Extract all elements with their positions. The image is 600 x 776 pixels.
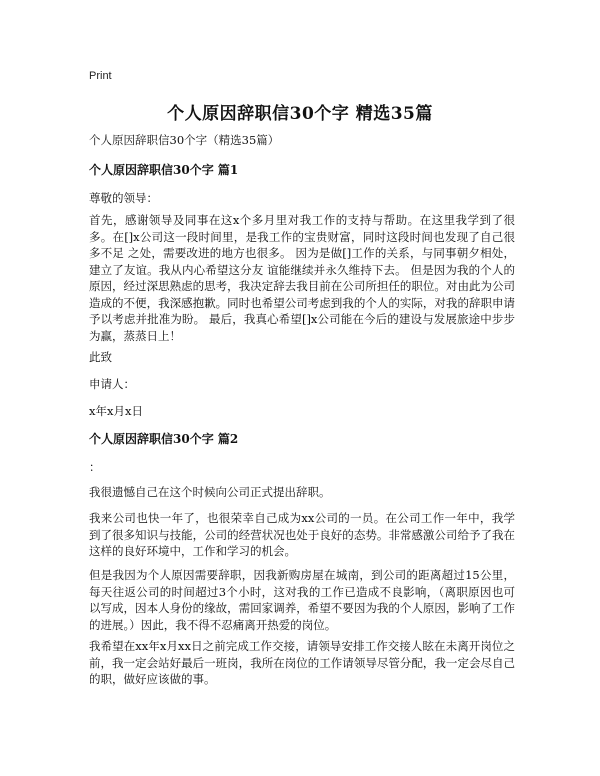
section-2-paragraph-4: 我希望在xx年x月xx日之前完成工作交接，请领导安排工作交接人眩在未离开岗位之前，我一定会站好最后一班岗，我所在岗位的工作请领导尽管分配，我一定会尽自己的职，做好应该做的事。 [89,639,515,686]
print-label: Print [89,70,112,82]
section-2-paragraph-1: 我很遗憾自己在这个时候向公司正式提出辞职。 [89,485,331,499]
page-title: 个人原因辞职信30个字 精选35篇 [167,104,433,124]
section-2-heading: 个人原因辞职信30个字 篇2 [89,432,239,446]
section-2-paragraph-3: 但是我因为个人原因需要辞职，因我新购房屋在城南，到公司的距离超过15公里，每天往返公司的时间超过3个小时，这对我的工作已造成不良影响，（离职原因也可以写成，因本人身份的缘故，需回家调养，希望不要因为我的个人原因，影响了工作的进展。）因此，我不得不忍痛离开热爱的岗位。 [89,568,515,632]
section-1-body: 首先，感谢领导及同事在这x个多月里对我工作的支持与帮助。在这里我学到了很多。在[]x公司这一段时间里，是我工作的宝贵财富，同时这段时间也发现了自己很多不足 之处，需要改进的地方也很多。 因为是做[]工作的关系，与同事朝夕相处，建立了友谊。我从内心希望这分友 谊能继续并永久维持下去。 但是因为我的个人的原因，经过深思熟虑的思考，我决定辞去我目前在公司所担任的职位。对由此为公司造成的不便，我深感抱歉。同时也希望公司考虑到我的个人的实际，对我的辞职申请予以考虑并批准为盼。 最后，我真心希望[]x公司能在今后的建设与发展旅途中步步为赢，蒸蒸日上！ [89,213,515,343]
document-subtitle: 个人原因辞职信30个字（精选35篇） [89,133,280,147]
section-1-salutation: 尊敬的领导： [89,191,158,205]
section-1-closing: 此致 [89,350,112,364]
section-1-date: x年x月x日 [89,404,143,418]
section-2-colon-line: ： [89,460,101,474]
section-2-paragraph-2: 我来公司也快一年了，也很荣幸自己成为xx公司的一员。在公司工作一年中，我学到了很多知识与技能，公司的经营状况也处于良好的态势。非常感激公司给予了我在这样的良好环境中，工作和学习的机会。 [89,511,515,558]
section-1-applicant: 申请人： [89,377,135,391]
section-1-heading: 个人原因辞职信30个字 篇1 [89,163,239,177]
